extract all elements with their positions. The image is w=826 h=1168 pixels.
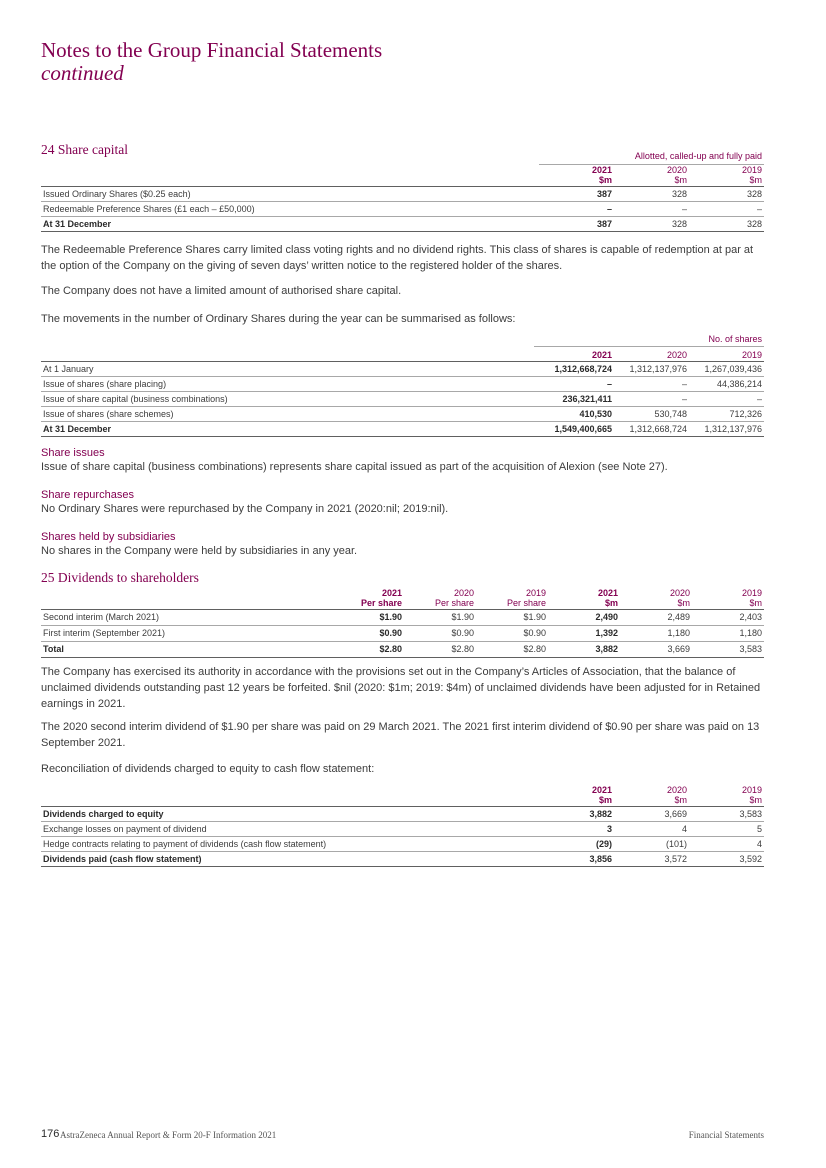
page-number: 176 <box>41 1128 60 1140</box>
table-row: Dividends charged to equity 3,882 3,669 3,583 <box>41 806 764 821</box>
column-header: 2020 $m <box>614 784 689 806</box>
column-header: 2020 Per share <box>404 587 476 609</box>
paragraph: The Company does not have a limited amount of authorised share capital. <box>41 285 402 297</box>
share-issues-text: Issue of share capital (business combinations) represents share capital issued as part of the acquisition of Alexion (see Note 27). <box>41 461 668 473</box>
column-header: 2020 $m <box>614 164 689 186</box>
subsidiaries-text: No shares in the Company were held by subsidiaries in any year. <box>41 545 358 557</box>
share-repurchases-heading: Share repurchases <box>41 489 134 501</box>
paragraph: The movements in the number of Ordinary Shares during the year can be summarised as follows: <box>41 313 516 325</box>
paragraph: The 2020 second interim dividend of $1.90 per share was paid on 29 March 2021. The 2021 first interim dividend of $0.90 per share was paid on 13 September 2021. <box>41 721 760 749</box>
subsidiaries-heading: Shares held by subsidiaries <box>41 531 176 543</box>
table-row: Issue of shares (share schemes) 410,530 530,748 712,326 <box>41 406 764 421</box>
share-capital-heading: 24 Share capital <box>41 142 128 157</box>
table-row: At 1 January 1,312,668,724 1,312,137,976 1,267,039,436 <box>41 361 764 376</box>
column-header: 2019 $m <box>689 784 764 806</box>
table-row-total: Dividends paid (cash flow statement) 3,856 3,572 3,592 <box>41 851 764 866</box>
column-header: 2021 <box>534 346 614 361</box>
share-repurchases-text: No Ordinary Shares were repurchased by the Company in 2021 (2020:nil; 2019:nil). <box>41 503 449 515</box>
share-issues-heading: Share issues <box>41 447 105 459</box>
column-header: 2021 $m <box>548 587 620 609</box>
report-name: AstraZeneca Annual Report & Form 20-F Information 2021 <box>60 1130 277 1140</box>
column-header: 2021 $m <box>539 164 614 186</box>
table-row: Redeemable Preference Shares (£1 each – £50,000) – – – <box>41 201 764 216</box>
section-name: Financial Statements <box>688 1130 764 1140</box>
column-header: 2019 $m <box>692 587 764 609</box>
page-subtitle: continued <box>41 61 124 85</box>
paragraph: The Company has exercised its authority in accordance with the provisions set out in the Company’s Articles of Association, that the balance of unclaimed dividends outstanding past 12 years be forfeited. $nil (2020: $1m; 2019: $4m) of unclaimed dividends have been adjusted for in Retained earnings in 2021. <box>41 666 761 710</box>
page-title: Notes to the Group Financial Statements <box>41 38 383 62</box>
column-header: 2020 $m <box>620 587 692 609</box>
column-header: 2019 Per share <box>476 587 548 609</box>
share-capital-caption: Allotted, called-up and fully paid <box>539 149 764 164</box>
movements-caption: No. of shares <box>534 332 764 346</box>
share-movements-table <box>41 332 764 437</box>
column-header: 2019 $m <box>689 164 764 186</box>
table-row-total: At 31 December 1,549,400,665 1,312,668,724 1,312,137,976 <box>41 421 764 436</box>
dividends-table <box>41 587 764 658</box>
reconciliation-table <box>41 784 764 867</box>
table-row: Second interim (March 2021) $1.90 $1.90 $1.90 2,490 2,489 2,403 <box>41 609 764 625</box>
table-row: First interim (September 2021) $0.90 $0.90 $0.90 1,392 1,180 1,180 <box>41 625 764 641</box>
dividends-heading: 25 Dividends to shareholders <box>41 570 199 585</box>
table-row: Issue of shares (share placing) – – 44,386,214 <box>41 376 764 391</box>
paragraph: Reconciliation of dividends charged to equity to cash flow statement: <box>41 763 375 775</box>
column-header: 2021 Per share <box>332 587 404 609</box>
table-row: Issued Ordinary Shares ($0.25 each) 387 328 328 <box>41 186 764 201</box>
table-row: Exchange losses on payment of dividend 3 4 5 <box>41 821 764 836</box>
table-row: Issue of share capital (business combinations) 236,321,411 – – <box>41 391 764 406</box>
column-header: 2019 <box>689 346 764 361</box>
paragraph: The Redeemable Preference Shares carry limited class voting rights and no dividend rights. This class of shares is capable of redemption at par at the option of the Company on the giving of seven days’ written notice to the registered holder of the shares. <box>41 244 754 272</box>
table-row-total: At 31 December 387 328 328 <box>41 216 764 231</box>
table-row-total: Total $2.80 $2.80 $2.80 3,882 3,669 3,583 <box>41 641 764 657</box>
column-header: 2020 <box>614 346 689 361</box>
table-row: Hedge contracts relating to payment of dividends (cash flow statement) (29) (101) 4 <box>41 836 764 851</box>
column-header: 2021 $m <box>539 784 614 806</box>
share-capital-table <box>41 149 764 232</box>
